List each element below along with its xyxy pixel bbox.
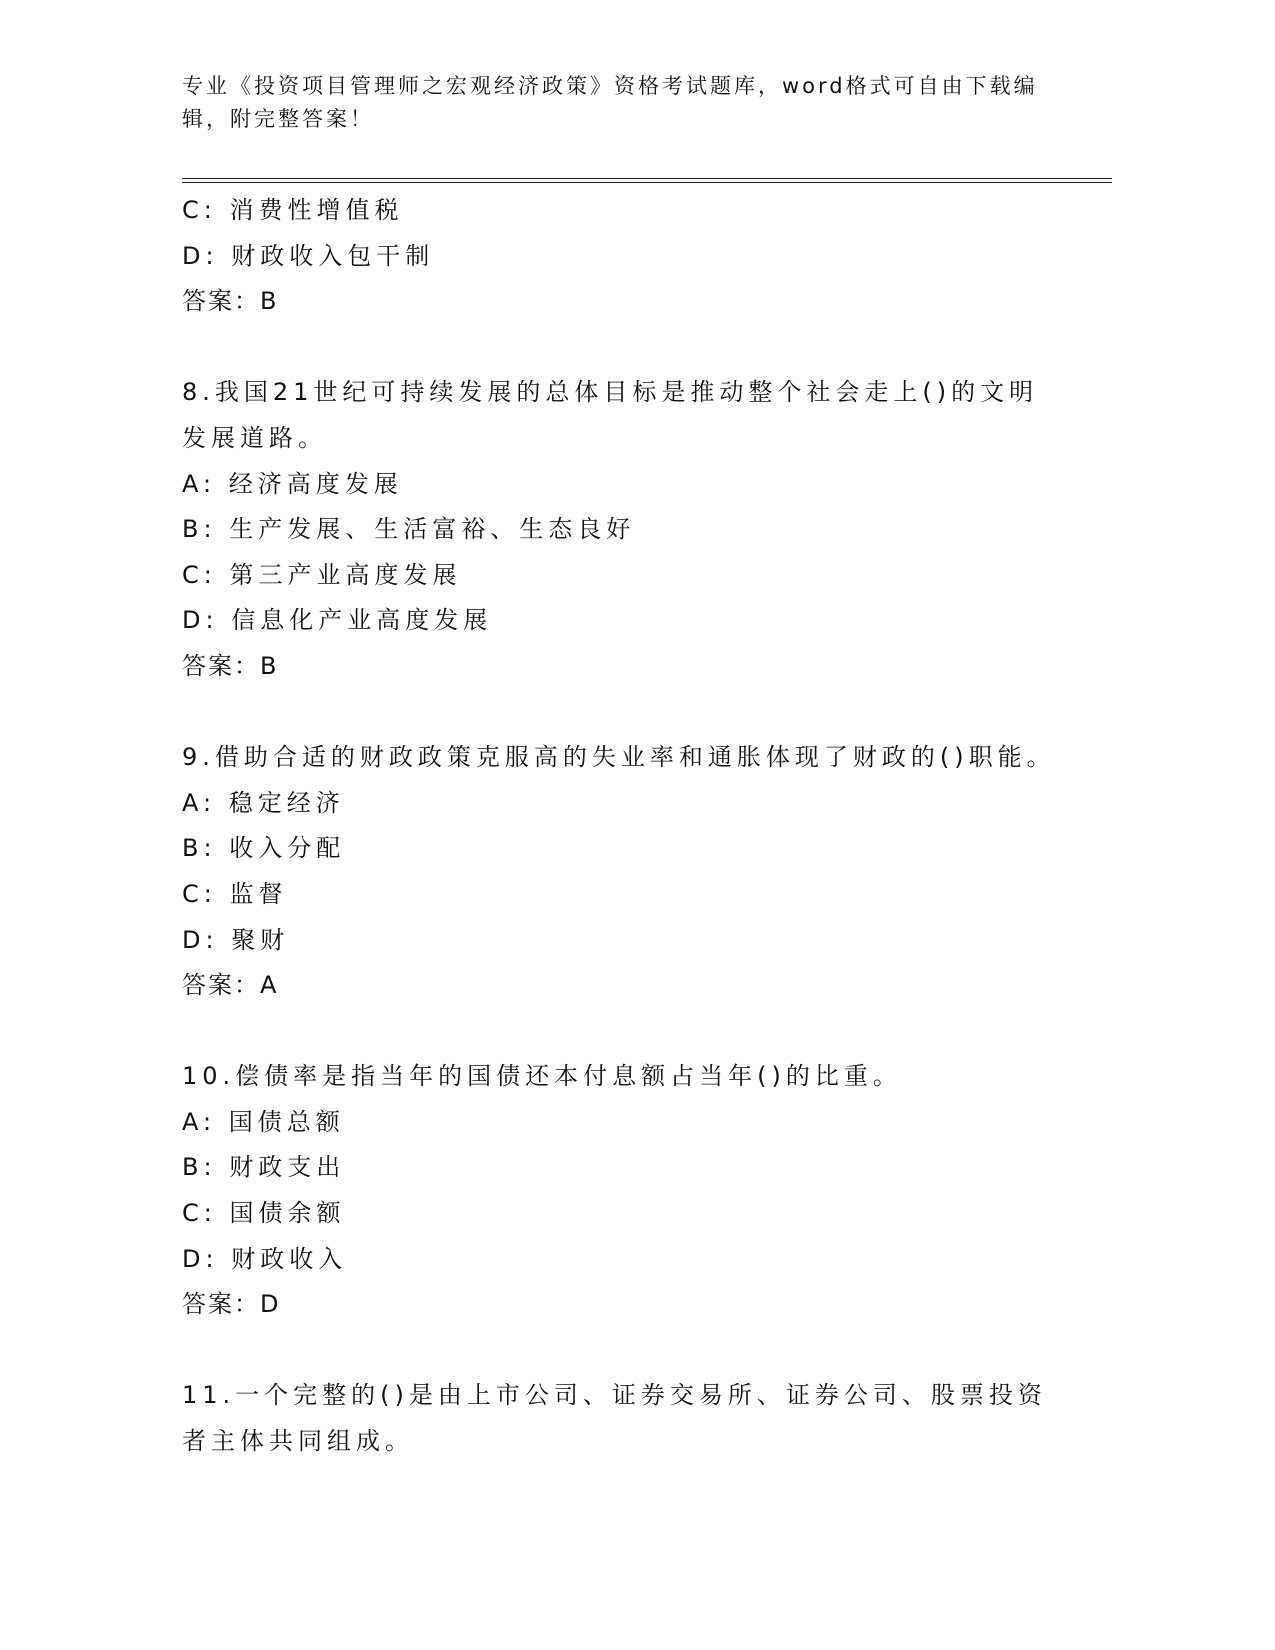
document-body [182,188,1062,1465]
option-d: D: 财政收入包干制 [182,241,435,270]
question-text: 10.偿债率是指当年的国债还本付息额占当年()的比重。 [182,1062,902,1091]
header-rule-bottom [182,182,1112,183]
option-d: D: 财政收入 [182,1244,348,1273]
option-c: C: 第三产业高度发展 [182,560,462,589]
option-a: A: 经济高度发展 [182,469,403,498]
question-text: 8.我国21世纪可持续发展的总体目标是推动整个社会走上()的文明发展道路。 [182,378,1039,452]
document-header: 专业《投资项目管理师之宏观经济政策》资格考试题库，word格式可自由下载编辑，附完整答案！ [182,74,1038,131]
option-d: D: 信息化产业高度发展 [182,606,493,635]
question-text: 9.借助合适的财政政策克服高的失业率和通胀体现了财政的()职能。 [182,743,1056,772]
option-c: C: 国债余额 [182,1199,346,1228]
option-c: C: 消费性增值税 [182,196,404,224]
answer: 答案：B [182,651,279,680]
answer: 答案：A [182,971,279,1000]
option-b: B: 收入分配 [182,834,346,863]
option-b: B: 财政支出 [182,1153,346,1182]
option-d: D: 聚财 [182,925,290,954]
option-a: A: 稳定经济 [182,788,345,817]
option-a: A: 国债总额 [182,1107,345,1136]
header-rule-top [182,178,1112,179]
option-c: C: 监督 [182,879,288,908]
question-text: 11.一个完整的()是由上市公司、证券交易所、证券公司、股票投资者主体共同组成。 [182,1381,1047,1456]
answer: 答案：B [182,287,279,316]
answer: 答案：D [182,1290,281,1319]
option-b: B: 生产发展、生活富裕、生态良好 [182,515,636,544]
